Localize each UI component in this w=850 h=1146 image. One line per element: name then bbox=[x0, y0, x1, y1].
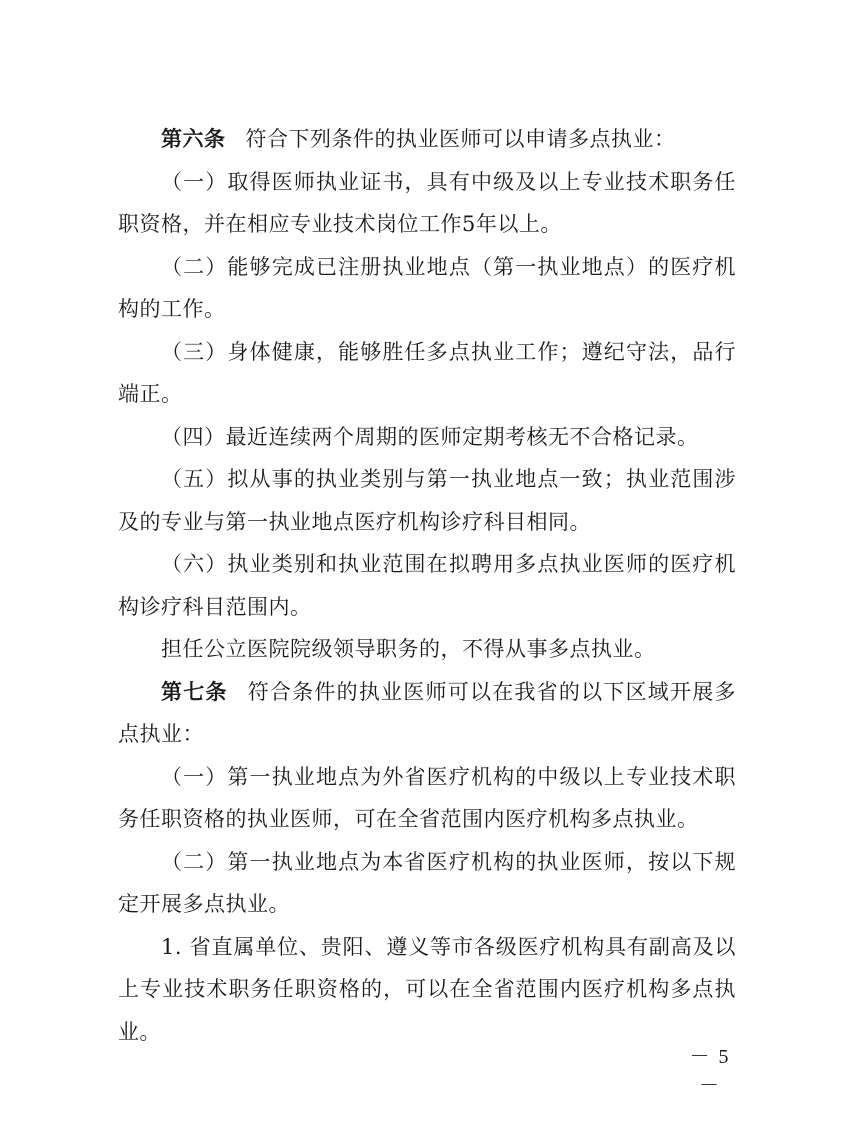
page-number: － 5 － bbox=[689, 1046, 731, 1097]
article-7-heading bbox=[118, 671, 736, 756]
article-6-item-3: （三）身体健康，能够胜任多点执业工作；遵纪守法，品行端正。 bbox=[118, 339, 736, 406]
article-7-item-2: （二）第一执业地点为本省医疗机构的执业医师，按以下规定开展多点执业。 bbox=[118, 849, 736, 916]
article-6-heading bbox=[118, 118, 736, 161]
article-6-item-5: （五）拟从事的执业类别与第一执业地点一致；执业范围涉及的专业与第一执业地点医疗机构诊疗科目相同。 bbox=[118, 467, 736, 534]
article-6-item-6: （六）执业类别和执业范围在拟聘用多点执业医师的医疗机构诊疗科目范围内。 bbox=[118, 552, 736, 619]
article-6-item-1: （一）取得医师执业证书，具有中级及以上专业技术职务任职资格，并在相应专业技术岗位工作5年以上。 bbox=[118, 169, 736, 236]
article-7-intro: 符合条件的执业医师可以在我省的以下区域开展多点执业： bbox=[118, 679, 736, 746]
article-6-label: 第六条 bbox=[161, 126, 226, 151]
article-6-intro: 符合下列条件的执业医师可以申请多点执业： bbox=[245, 127, 676, 151]
article-6-note: 担任公立医院院级领导职务的，不得从事多点执业。 bbox=[161, 637, 656, 661]
article-6-item-2: （二）能够完成已注册执业地点（第一执业地点）的医疗机构的工作。 bbox=[118, 254, 736, 321]
article-7-label: 第七条 bbox=[161, 678, 228, 704]
document-body bbox=[118, 118, 736, 1053]
article-6-item-4: （四）最近连续两个周期的医师定期考核无不合格记录。 bbox=[161, 424, 699, 449]
article-7-subitem-1: 1. 省直属单位、贵阳、遵义等市各级医疗机构具有副高及以上专业技术职务任职资格的，可以在全省范围内医疗机构多点执业。 bbox=[118, 934, 736, 1044]
article-7-item-1: （一）第一执业地点为外省医疗机构的中级以上专业技术职务任职资格的执业医师，可在全省范围内医疗机构多点执业。 bbox=[118, 764, 736, 831]
